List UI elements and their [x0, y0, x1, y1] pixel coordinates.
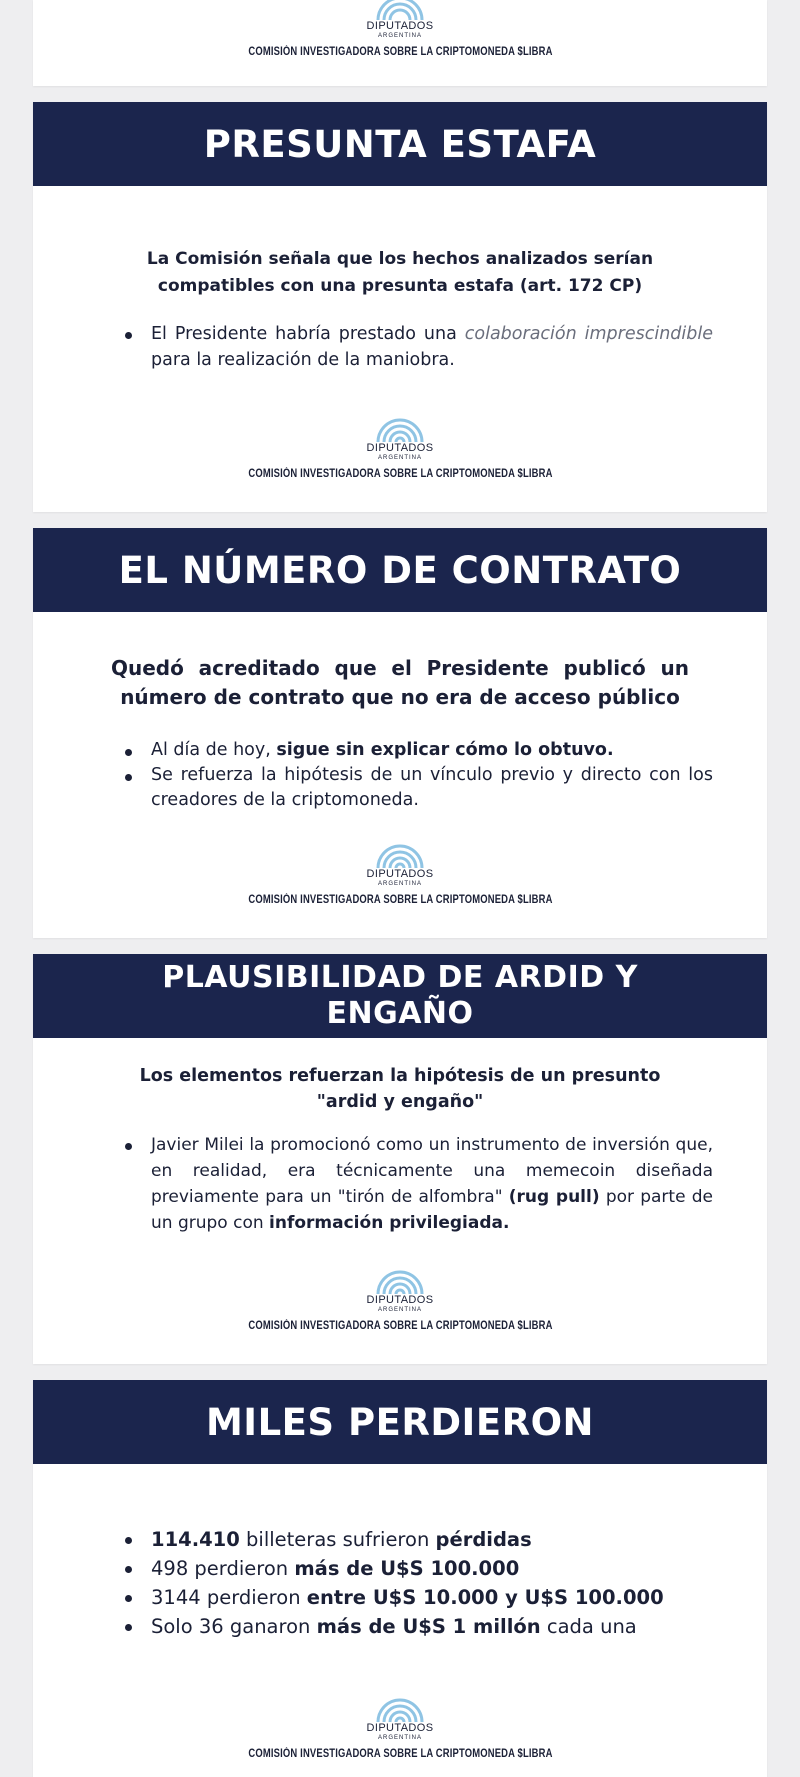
diputados-logo: [33, 1696, 767, 1761]
section-ardid-y-engano: [33, 954, 767, 1364]
logo-country: ARGENTINA: [377, 1307, 422, 1313]
list-item: El Presidente habría prestado una colaboración imprescindible para la realización de la maniobra.: [121, 321, 713, 373]
logo-country: ARGENTINA: [377, 881, 422, 887]
logo-commission: COMISIÓN INVESTIGADORA SOBRE LA CRIPTOMONEDA $LIBRA: [247, 46, 553, 58]
logo-commission: COMISIÓN INVESTIGADORA SOBRE LA CRIPTOMONEDA $LIBRA: [247, 1748, 553, 1760]
logo-brand: DIPUTADOS: [366, 442, 434, 454]
logo-commission: COMISIÓN INVESTIGADORA SOBRE LA CRIPTOMONEDA $LIBRA: [247, 1320, 553, 1332]
top-card: [33, 0, 767, 86]
logo-brand: DIPUTADOS: [366, 20, 434, 32]
logo-commission: COMISIÓN INVESTIGADORA SOBRE LA CRIPTOMONEDA $LIBRA: [247, 468, 553, 480]
logo-brand: DIPUTADOS: [366, 1294, 434, 1306]
logo-country: ARGENTINA: [377, 455, 422, 461]
list-item: Se refuerza la hipótesis de un vínculo previo y directo con los creadores de la criptomoneda.: [121, 763, 713, 813]
section-lead: Quedó acreditado que el Presidente publicó un número de contrato que no era de acceso público: [111, 656, 689, 709]
congress-dome-icon: [374, 842, 426, 868]
list-item: 3144 perdieron entre U$S 10.000 y U$S 100.000: [121, 1583, 721, 1612]
section-title: MILES PERDIERON: [33, 1380, 767, 1464]
list-item: 114.410 billeteras sufrieron pérdidas: [121, 1525, 721, 1554]
section-miles-perdieron: [33, 1380, 767, 1777]
logo-commission: COMISIÓN INVESTIGADORA SOBRE LA CRIPTOMONEDA $LIBRA: [247, 894, 553, 906]
congress-dome-icon: [374, 416, 426, 442]
bullet-list: [121, 1132, 713, 1236]
section-title-line: ENGAÑO: [326, 996, 474, 1031]
diputados-logo: [33, 842, 767, 907]
section-lead: Los elementos refuerzan la hipótesis de un presunto "ardid y engaño": [139, 1066, 661, 1112]
diputados-logo: [33, 416, 767, 481]
logo-brand: DIPUTADOS: [366, 1722, 434, 1734]
bullet-list: [121, 738, 713, 813]
congress-dome-icon: [374, 0, 426, 20]
section-lead: La Comisión señala que los hechos analizados serían compatibles con una presunta estafa (art. 172 CP): [146, 249, 654, 296]
congress-dome-icon: [374, 1268, 426, 1294]
list-item: Javier Milei la promocionó como un instrumento de inversión que, en realidad, era técnicamente una memecoin diseñada previamente para un "tirón de alfombra" (rug pull) por parte de un grupo con información privilegiada.: [121, 1132, 713, 1236]
section-presunta-estafa: [33, 102, 767, 512]
diputados-logo: [33, 0, 767, 59]
logo-country: ARGENTINA: [377, 1735, 422, 1741]
section-title: PRESUNTA ESTAFA: [33, 102, 767, 186]
section-title-line: PLAUSIBILIDAD DE ARDID Y: [162, 960, 638, 995]
bullet-list: [121, 321, 713, 373]
section-title: [33, 954, 767, 1038]
list-item: Al día de hoy, sigue sin explicar cómo lo obtuvo.: [121, 738, 713, 763]
logo-country: ARGENTINA: [377, 33, 422, 39]
section-numero-de-contrato: [33, 528, 767, 938]
congress-dome-icon: [374, 1696, 426, 1722]
section-title: EL NÚMERO DE CONTRATO: [33, 528, 767, 612]
logo-brand: DIPUTADOS: [366, 868, 434, 880]
list-item: 498 perdieron más de U$S 100.000: [121, 1554, 721, 1583]
list-item: Solo 36 ganaron más de U$S 1 millón cada una: [121, 1612, 721, 1641]
bullet-list: [121, 1525, 721, 1641]
diputados-logo: [33, 1268, 767, 1333]
